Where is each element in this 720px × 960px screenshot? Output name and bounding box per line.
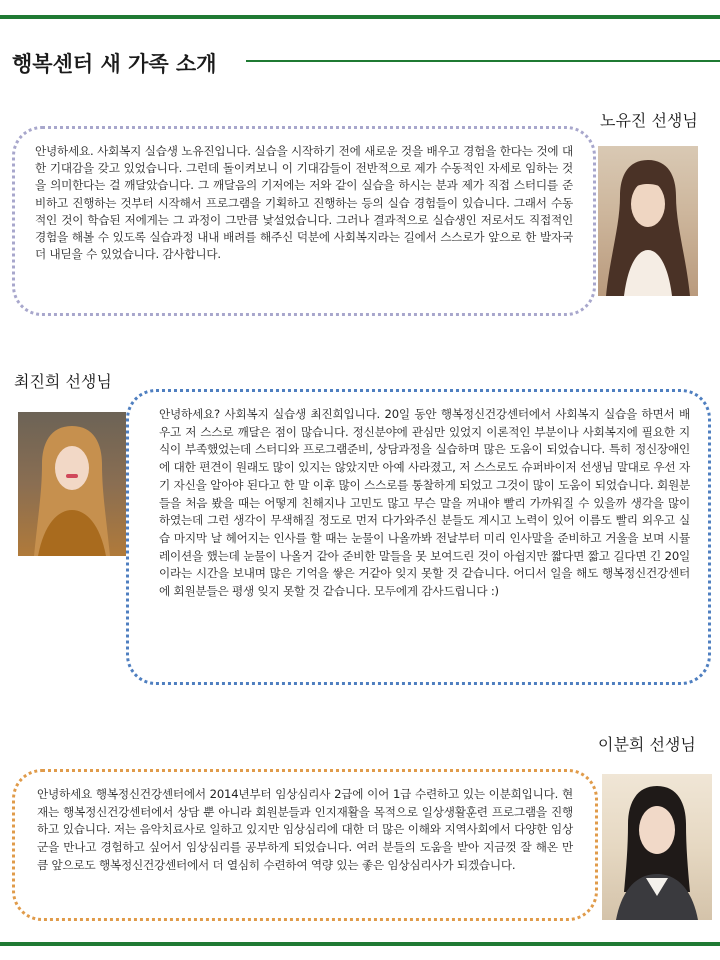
- portrait-photo-3: [602, 774, 712, 920]
- bottom-rule: [0, 942, 720, 946]
- title-rule: [246, 60, 720, 62]
- intro-name-3: 이분희 선생님: [598, 735, 696, 754]
- top-rule: [0, 15, 720, 19]
- intro-bubble-2: 안녕하세요? 사회복지 실습생 최진희입니다. 20일 동안 행복정신건강센터에서 사회복지 실습을 하면서 배우고 저 스스로 깨달은 점이 많습니다. 정신분야에 관심만 있었지 이론적인 부분이나 사회복지에 필요한 지식이 부족했었는데 스터디와 프로그램준비, 상담과정을 실습하며 많은 도움이 되었습니다. 특히 정신장애인에 대한 편견이 원래도 많이 있지는 않았지만 아예 사라졌고, 저 스스로도 슈퍼바이저 선생님 말대로 우선 자기 자신을 알아야 된다고 한 말 이후 많이 스스로를 통찰하게 되었고 그것이 많이 도움이 되었습니다. 회원분들을 처음 봤을 때는 어떻게 친해지나 고민도 많고 무슨 말을 꺼내야 빨리 가까워질 수 있을까 생각을 많이 하였는데 그런 생각이 무색해질 정도로 먼저 다가와주신 분들도 계시고 노력이 있어 이름도 빨리 외우고 실습 마지막 날 헤어지는 인사를 할 때는 눈물이 나올까봐 전날부터 미리 인사말을 준비하고 거울을 보며 시뮬레이션을 했는데 눈물이 나올거 같아 준비한 말들을 못 보여드린 것이 아쉽지만 짧다면 짧고 길다면 긴 20일이라는 시간을 보내며 많은 기억을 쌓은 거같아 잊지 못할 것 같습니다. 어디서 일을 해도 행복정신건강센터에 회원분들은 평생 잊지 못할 것 같습니다. 모두에게 감사드립니다 :): [126, 389, 711, 685]
- portrait-photo-2: [18, 412, 126, 556]
- intro-name-1: 노유진 선생님: [600, 111, 698, 130]
- portrait-photo-1: [598, 146, 698, 296]
- page-title: 행복센터 새 가족 소개: [12, 52, 217, 76]
- intro-bubble-3: 안녕하세요 행복정신건강센터에서 2014년부터 임상심리사 2급에 이어 1급 수련하고 있는 이분희입니다. 현재는 행복정신건강센터에서 상담 뿐 아니라 회원분들과 인지재활을 목적으로 일상생활훈련 프로그램을 진행하고 있습니다. 저는 음악치료사로 일하고 있지만 임상심리에 대한 더 많은 이해와 지역사회에서 다양한 임상군을 만나고 경험하고 싶어서 임상심리를 공부하게 되었습니다. 여러 분들의 도움을 받아 지금껏 잘 해온 만큼 앞으로도 행복정신건강센터에서 더 열심히 수련하여 역량 있는 좋은 임상심리사가 되겠습니다.: [12, 769, 598, 921]
- intro-name-2: 최진희 선생님: [14, 372, 112, 391]
- intro-bubble-1: 안녕하세요. 사회복지 실습생 노유진입니다. 실습을 시작하기 전에 새로운 것을 배우고 경험을 한다는 것에 대한 기대감을 갖고 있었습니다. 그런데 돌이켜보니 이 기대감들이 전반적으로 제가 수동적인 자세로 임하는 것을 의미한다는 걸 깨달았습니다. 그 깨달음의 기저에는 저와 같이 실습을 하시는 분과 제가 직접 스터디를 준비하고 진행하는 것부터 시작해서 프로그램을 기획하고 진행하는 등의 실습 경험들이 있습니다. 그래서 수동적인 것이 학습된 저에게는 그 과정이 그만큼 낯설었습니다. 그러나 결과적으로 실습생인 저로서도 직접적인 경험을 해볼 수 있도록 실습과정 내내 배려를 해주신 덕분에 사회복지라는 길에서 스스로가 앞으로 한 발자국 더 내딛을 수 있었습니다. 감사합니다.: [12, 126, 596, 316]
